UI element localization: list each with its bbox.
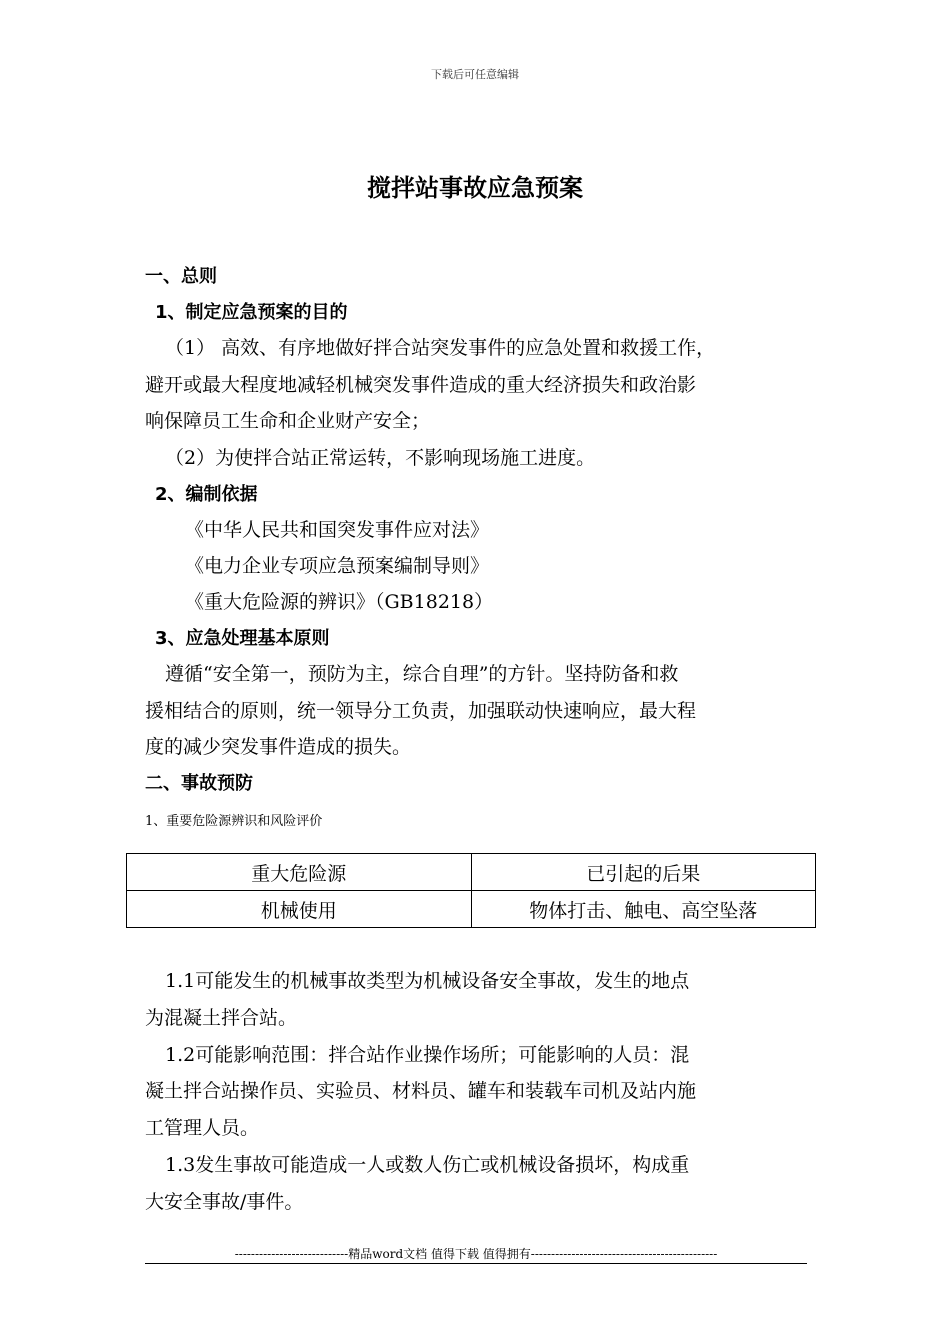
paragraph-line: 1.3发生事故可能造成一人或数人伤亡或机械设备损坏，构成重 [165, 1154, 690, 1176]
paragraph-line: （2）为使拌合站正常运转，不影响现场施工进度。 [165, 447, 596, 469]
section-heading-general: 一、总则 [145, 266, 217, 287]
table-cell: 机械使用 [127, 891, 472, 928]
paragraph-line: （1） 高效、有序地做好拌合站突发事件的应急处置和救援工作， [165, 337, 716, 359]
footer-note: ----------------------------精品word文档 值得下载 值得拥有---------------------------------------------- [234, 1247, 718, 1261]
subheading-principles: 3、应急处理基本原则 [155, 628, 330, 649]
paragraph-line: 大安全事故/事件。 [145, 1191, 304, 1213]
footer-divider [145, 1263, 807, 1264]
section-heading-prevention: 二、事故预防 [145, 773, 253, 794]
paragraph-line: 援相结合的原则，统一领导分工负责，加强联动快速响应，最大程 [145, 700, 697, 722]
table-header-cell: 已引起的后果 [471, 854, 816, 891]
paragraph-line: 响保障员工生命和企业财产安全； [145, 410, 431, 432]
header-note: 下载后可任意编辑 [431, 68, 519, 81]
paragraph-line: 遵循“安全第一，预防为主，综合自理”的方针。坚持防备和救 [165, 663, 679, 685]
paragraph-line: 为混凝土拌合站。 [145, 1007, 298, 1029]
reference-item: 《中华人民共和国突发事件应对法》 [185, 519, 490, 541]
paragraph-line: 1.2可能影响范围：拌合站作业操作场所；可能影响的人员：混 [165, 1044, 690, 1066]
document-title: 搅拌站事故应急预案 [367, 174, 583, 202]
table-caption: 1、重要危险源辨识和风险评价 [145, 814, 323, 829]
table-header-row [127, 854, 816, 891]
reference-item: 《重大危险源的辨识》（GB18218） [185, 591, 494, 613]
table-header-cell: 重大危险源 [127, 854, 472, 891]
subheading-purpose: 1、制定应急预案的目的 [155, 302, 348, 323]
hazard-table [126, 853, 816, 928]
table-cell: 物体打击、触电、高空坠落 [471, 891, 816, 928]
table-row [127, 891, 816, 928]
paragraph-line: 1.1可能发生的机械事故类型为机械设备安全事故，发生的地点 [165, 970, 690, 992]
paragraph-line: 度的减少突发事件造成的损失。 [145, 736, 412, 758]
paragraph-line: 凝土拌合站操作员、实验员、材料员、罐车和装载车司机及站内施 [145, 1080, 697, 1102]
paragraph-line: 避开或最大程度地减轻机械突发事件造成的重大经济损失和政治影 [145, 374, 697, 396]
paragraph-line: 工管理人员。 [145, 1117, 260, 1139]
subheading-basis: 2、编制依据 [155, 484, 258, 505]
reference-item: 《电力企业专项应急预案编制导则》 [185, 555, 490, 577]
